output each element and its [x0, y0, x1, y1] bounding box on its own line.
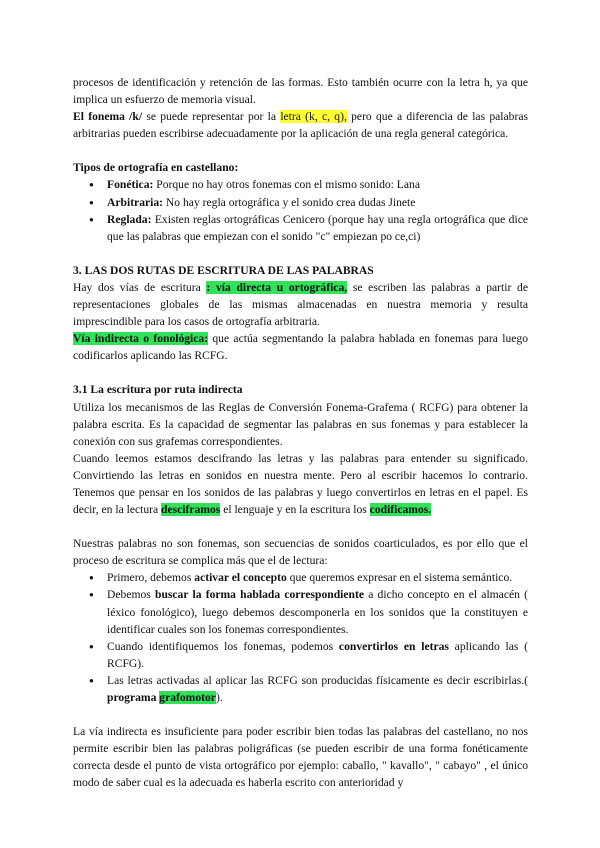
list-item: ● Arbitraria: No hay regla ortográfica y el sonido crea dudas Jinete — [107, 194, 528, 211]
paragraph-via-indirecta-insuficiente: La vía indirecta es insuficiente para poder escribir bien todas las palabras del castellano, no nos permite escribir bien las palabras poligráficas (se pueden escribir de una forma fonéticamente correcta desde el punto de vista ortográfico por ejemplo: caballo, " kavallo", " cabayo" , el único modo de saber cual es la adecuada es haberla escrito con anterioridad y — [73, 725, 528, 790]
heading-tipos-ortografia: Tipos de ortografía en castellano: — [73, 161, 239, 175]
tipos-list — [73, 176, 528, 244]
list-item: ● Fonética: Porque no hay otros fonemas con el mismo sonido: Lana — [107, 176, 528, 193]
paragraph-fonema-k: El fonema /k/ se puede representar por la letra (k, c, q), pero que a diferencia de las palabras arbitrarias pueden escribirse adecuadamente por la aplicación de una regla general categórica. — [73, 110, 528, 141]
highlight-grafomotor: grafomotor — [159, 691, 216, 704]
highlight-desciframos: desciframos — [161, 503, 221, 517]
paragraph-via-indirecta: Vía indirecta o fonológica: que actúa segmentando la palabra hablada en fonemas para luego codificarlos aplicando las RCFG. — [73, 332, 528, 363]
list-item: ● Cuando identifiquemos los fonemas, podemos convertirlos en letras aplicando las ( RCFG). — [107, 638, 528, 672]
highlight-letras: letra (k, c, q), — [280, 110, 347, 124]
paragraph-dos-vias: Hay dos vías de escritura : vía directa u ortográfica, se escriben las palabras a partir de representaciones globales de las mismas almacenadas en nuestra memoria y resulta imprescindible para los casos de ortografía arbitraria. — [73, 280, 528, 329]
list-item: ● Primero, debemos activar el concepto que queremos expresar en el sistema semántico. — [107, 569, 528, 586]
paragraph-leer-escribir: Cuando leemos estamos descifrando las letras y las palabras para entender su significado. Convirtiendo las letras en sonidos en nuestra mente. Pero al escribir hacemos lo contrario. Tenemos que pensar en los sonidos de las palabras y luego convertirlos en letras en el papel. Es decir, en la lectura desciframos el lenguaje y en la escritura los codificamos. — [73, 451, 528, 517]
fonema-k-term: El fonema /k/ — [73, 110, 143, 124]
list-item: ● Las letras activadas al aplicar las RCFG son producidas físicamente es decir escribirlas.( programa grafomotor). — [107, 672, 528, 706]
highlight-codificamos: codificamos. — [369, 503, 432, 517]
section-3-1-heading: 3.1 La escritura por ruta indirecta — [73, 383, 243, 397]
paragraph-rcfg: Utiliza los mecanismos de las Reglas de Conversión Fonema-Grafema ( RCFG) para obtener la palabra escrita. Es la capacidad de segmentar las palabras en sus fonemas y para establecer la conexión con sus grafemas correspondientes. — [73, 400, 528, 448]
steps-list — [73, 569, 528, 706]
paragraph-coarticulados: Nuestras palabras no son fonemas, son secuencias de sonidos coarticulados, es por ello que el proceso de escritura se complica más que el de lectura: — [73, 537, 528, 568]
list-item: ● Debemos buscar la forma hablada correspondiente a dicho concepto en el almacén ( léxico fonológico), luego debemos descomponerla en los sonidos que la constituyen e identificar cuales son los fonemas correspondientes. — [107, 586, 528, 637]
highlight-via-directa: : vía directa u ortográfica, — [206, 280, 348, 294]
list-item: ● Reglada: Existen reglas ortográficas Cenicero (porque hay una regla ortográfica que dice que las palabras que empiezan con el sonido "c" empiezan po ce,ci) — [107, 211, 528, 245]
paragraph-formas: procesos de identificación y retención de las formas. Esto también ocurre con la letra h, ya que implica un esfuerzo de memoria visual. — [73, 76, 528, 107]
highlight-via-indirecta: Vía indirecta o fonológica: — [73, 332, 209, 346]
section-3-heading: 3. LAS DOS RUTAS DE ESCRITURA DE LAS PALABRAS — [73, 263, 374, 277]
